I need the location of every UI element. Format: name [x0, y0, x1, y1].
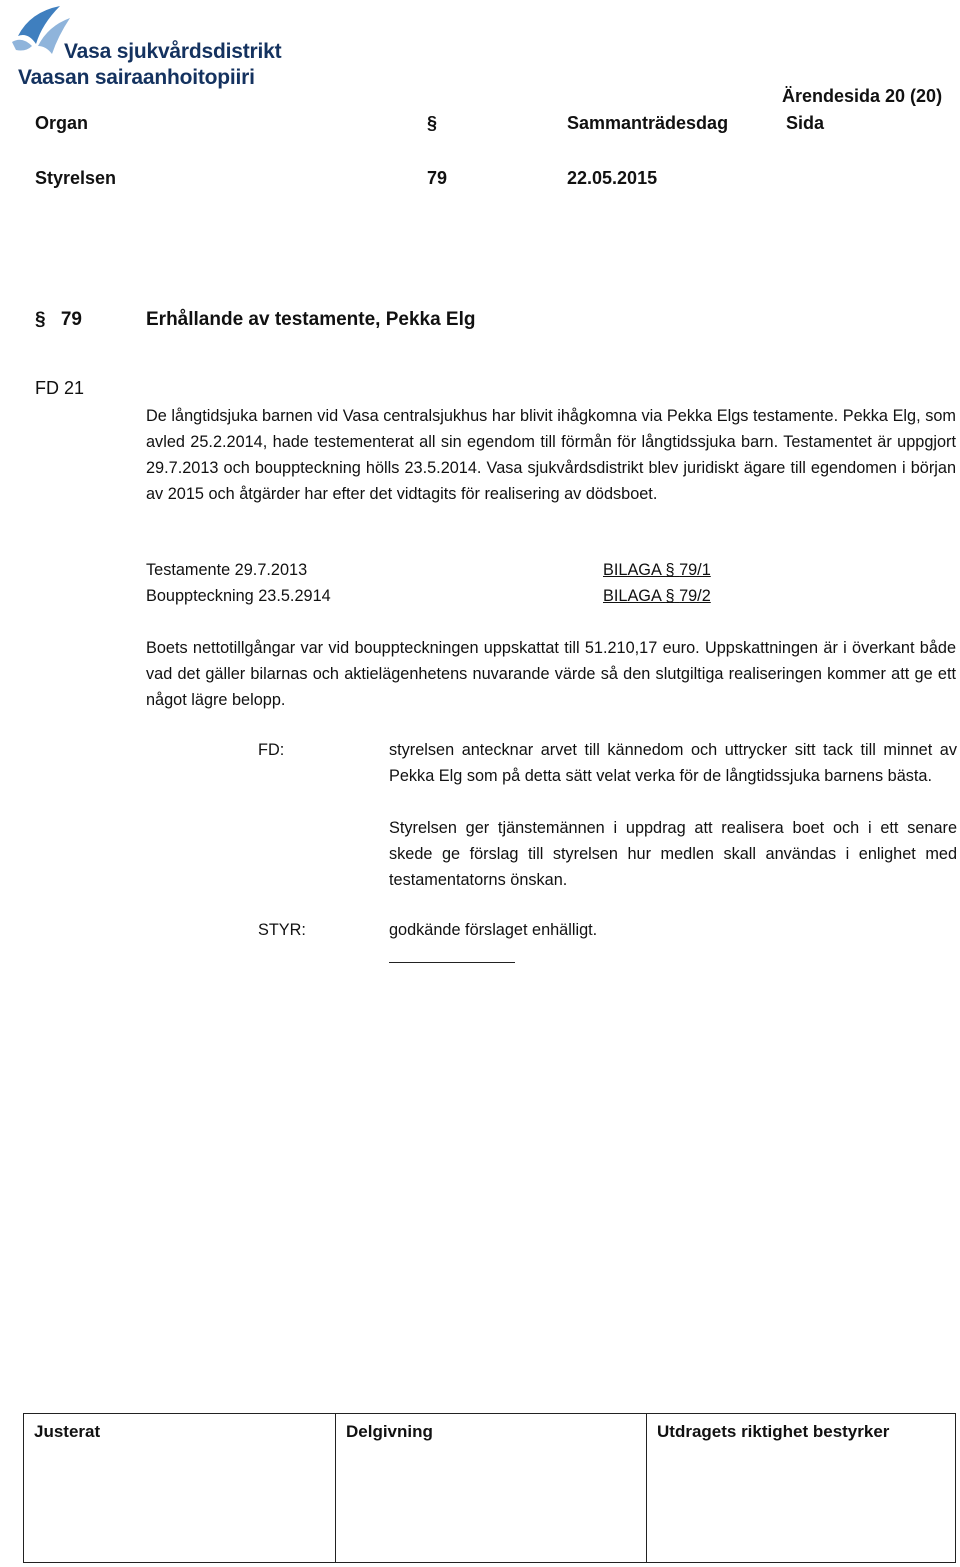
footer-cell-justerat [24, 1414, 335, 1562]
header-section-value: 79 [427, 168, 448, 188]
section-number: 79 [60, 309, 82, 330]
paragraph-background: De långtidsjuka barnen vid Vasa centralsjukhus har blivit ihågkomna via Pekka Elgs testamente. Pekka Elg, som avled 25.2.2014, hade testementerat all sin egendom till förmån för långtidssjuka barn. Testamentet är uppgjort 29.7.2013 och bouppteckning hölls 23.5.2014. Vasa sjukvårdsdistrikt blev juridiskt ägare till egendomen i början av 2015 och åtgärder har efter det vidtagits för realisering av dödsboet. [146, 407, 956, 503]
attachment-ref-sign: § [665, 587, 675, 605]
attachment-ref-number: 79/2 [679, 587, 711, 605]
section-title: Erhållande av testamente, Pekka Elg [146, 309, 476, 330]
footer-cell-delgivning [335, 1414, 646, 1562]
header-date-value: 22.05.2015 [567, 168, 658, 188]
attachment-ref-number: 79/1 [679, 561, 711, 579]
header-col-organ: Organ [35, 113, 89, 133]
footer-label-justerat: Justerat [34, 1422, 101, 1441]
page-number-label: Ärendesida 20 (20) [782, 86, 943, 106]
logo-text-line2: Vaasan sairaanhoitopiiri [18, 66, 255, 89]
organization-logo [8, 2, 298, 92]
proposal-text-1: styrelsen antecknar arvet till kännedom och uttrycker sitt tack till minnet av Pekka Elg som på detta sätt velat verka för de långtidssjuka barnens bästa. [389, 741, 957, 785]
header-col-meeting-day: Sammanträdesdag [567, 113, 729, 133]
header-organ-value: Styrelsen [35, 168, 117, 188]
section-sign: § [35, 309, 46, 330]
attachment-ref-1[interactable] [603, 557, 711, 583]
proposal-text-2: Styrelsen ger tjänstemännen i uppdrag att realisera boet och i ett senare skede ge förslag till styrelsen hur medlen skall användas i enlighet med testamentatorns önskan. [389, 819, 957, 889]
attachment-ref-prefix: BILAGA [603, 561, 661, 579]
decision-text: godkände förslaget enhälligt. [389, 921, 598, 939]
attachment-ref-prefix: BILAGA [603, 587, 661, 605]
signature-table [23, 1413, 956, 1563]
end-divider [389, 962, 515, 963]
attachment-ref-2[interactable] [603, 583, 711, 609]
fd-number-label: FD 21 [35, 378, 85, 398]
attachment-ref-sign: § [665, 561, 675, 579]
paragraph-valuation: Boets nettotillgångar var vid bouppteckningen uppskattat till 51.210,17 euro. Uppskattningen är i överkant både vad det gäller bilarnas och aktielägenhetens nuvarande värde så den slutgiltiga realiseringen kommer att ge ett något lägre belopp. [146, 639, 956, 709]
logo-text-line1: Vasa sjukvårdsdistrikt [64, 40, 282, 63]
decision-label: STYR: [258, 921, 306, 939]
attachment-label-1: Testamente 29.7.2013 [146, 561, 308, 579]
footer-cell-bestyrker [646, 1414, 954, 1562]
header-col-page: Sida [786, 113, 825, 133]
footer-label-bestyrker: Utdragets riktighet bestyrker [657, 1422, 890, 1441]
proposal-label: FD: [258, 741, 285, 759]
header-col-section-sign: § [427, 113, 438, 133]
section-heading [35, 309, 82, 331]
attachment-label-2: Bouppteckning 23.5.2914 [146, 587, 331, 605]
footer-label-delgivning: Delgivning [346, 1422, 433, 1441]
